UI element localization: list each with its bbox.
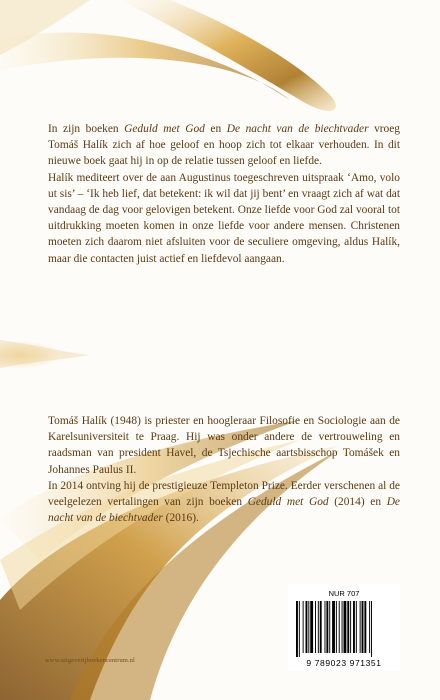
book-title-de-nacht-van-de-biechtvader: De nacht van de biechtvader [48,495,400,525]
author-bio-paragraph-1: Tomáš Halík (1948) is priester en hoogleraar Filosofie en Sociologie aan de Karelsuniversiteit te Praag. Hij was onder andere de vertrouweling en raadsman van president Havel, de Tsjechische aartsbisschop Tomášek en Johannes Paulus II. [48,415,400,476]
barcode-bar [299,601,300,657]
barcode-bar [332,601,335,653]
barcode-bar [356,601,357,653]
author-bio-block [48,413,400,526]
publisher-website[interactable]: www.uitgeverijboekencentrum.nl [45,657,135,664]
synopsis-paragraph-2: Halík mediteert over de aan Augustinus toegeschreven uitspraak ‘Amo, volo ut sis’ – ‘Ik heb lief, dat betekent: ik wil dat jij bent’ en vraagt zich af wat dat vandaag de dag voor gelovigen betekent. Onze liefde voor God zal vooral tot uitdrukking moeten komen in onze liefde voor andere mensen. Christenen moeten zich daarom niet afsluiten voor de seculiere omgeving, aldus Halík, maar die contacten juist actief en liefdevol aangaan. [48,171,400,265]
barcode-bar [347,601,349,653]
isbn-number: 9 789023 971351 [306,658,382,668]
barcode-bar [342,601,343,653]
barcode-bar [362,601,364,653]
barcode-bar [360,601,361,653]
barcode-bar [326,601,328,653]
barcode-bar [308,601,309,653]
barcode-bar [325,601,326,653]
barcode-bar [320,601,322,653]
barcode-bar [310,601,313,653]
synopsis-block [48,121,400,267]
barcode-bar [336,601,337,653]
book-title-de-nacht-van-de-biechtvader: De nacht van de biechtvader [226,123,369,135]
barcode-bar [315,601,316,653]
barcode-bar [296,601,298,657]
nur-code: NUR 707 [328,589,360,598]
barcode-bar [353,601,355,653]
barcode-bar [339,601,340,653]
book-title-geduld-met-god: Geduld met God [247,495,329,508]
barcode-bar [344,601,347,653]
book-title-geduld-met-god: Geduld met God [124,123,205,135]
author-bio-paragraph-2: In 2014 ontving hij de prestigieuze Templeton Prize. Eerder verschenen al de veelgelezen vertalingen van zijn boeken Geduld met God (2014) en De nacht van de biechtvader (2016). [48,479,400,525]
barcode-bars [288,601,400,657]
barcode-bar [303,601,304,653]
barcode-bar [318,601,319,653]
synopsis-paragraph-1: In zijn boeken Geduld met God en De nacht van de biechtvader vroeg Tomáš Halík zich af hoe geloof en hoop zich tot elkaar verhouden. In dit nieuwe boek gaat hij in op de relatie tussen geloof en liefde. [48,123,401,168]
barcode-bar [364,601,366,653]
barcode-bar [369,601,370,653]
barcode-bar [306,601,308,653]
barcode-box [288,584,400,671]
barcode-bar [350,601,351,653]
barcode-bar [371,601,372,657]
barcode-bar [329,601,330,653]
